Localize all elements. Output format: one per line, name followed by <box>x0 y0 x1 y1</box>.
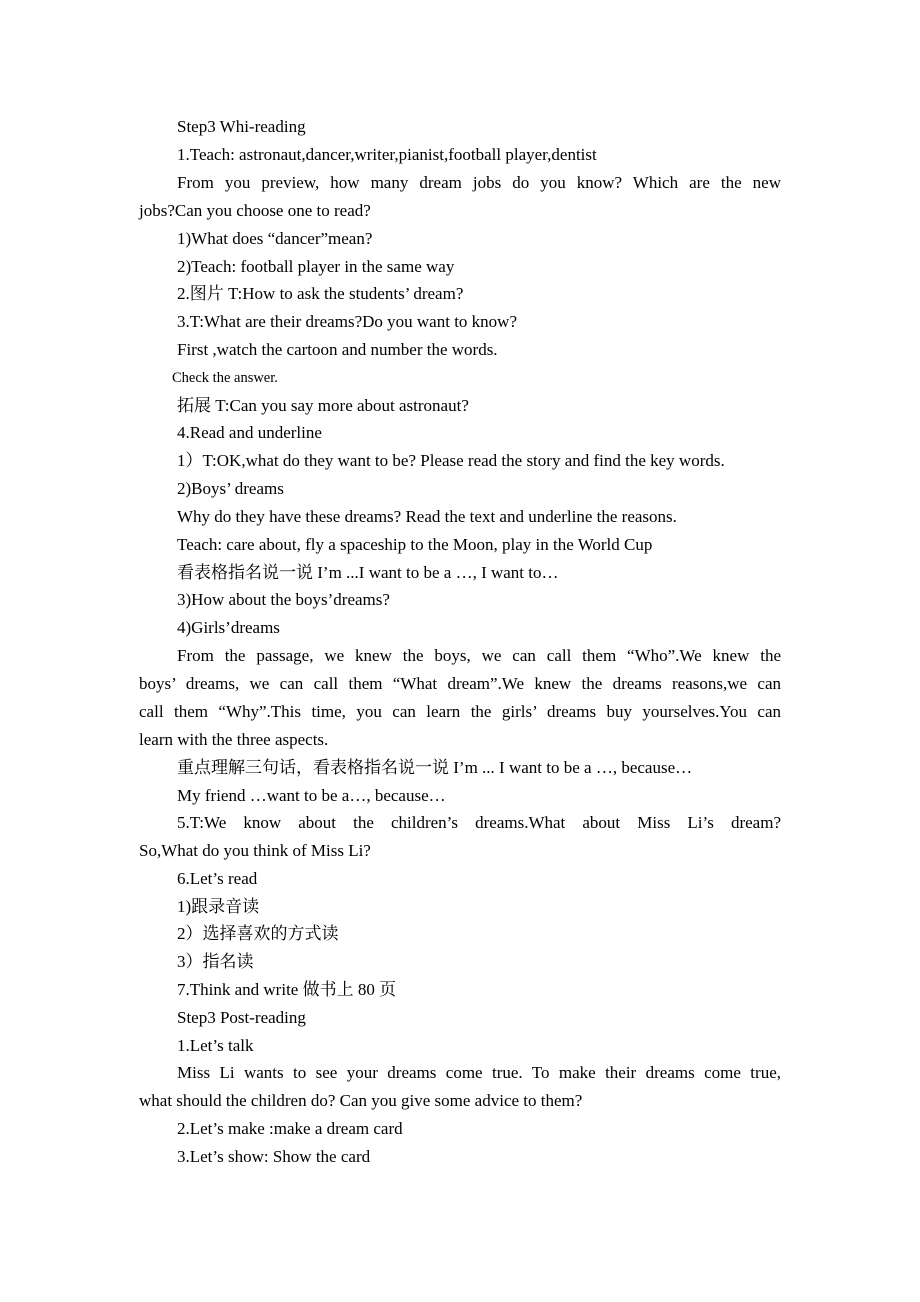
text-line: 5.T:We know about the children’s dreams.What about Miss Li’s dream? <box>177 813 781 832</box>
text-line: 拓展 T:Can you say more about astronaut? <box>177 396 469 415</box>
text-line: 看表格指名说一说 I’m ...I want to be a …, I want to… <box>177 563 559 582</box>
text-line: 7.Think and write 做书上 80 页 <box>177 980 397 999</box>
text-line: 4.Read and underline <box>177 423 322 442</box>
text-line: jobs?Can you choose one to read? <box>139 201 371 220</box>
text-line: Check the answer. <box>172 370 278 386</box>
text-line: 2）选择喜欢的方式读 <box>177 924 339 943</box>
text-line: 3.Let’s show: Show the card <box>177 1147 371 1166</box>
text-line: call them “Why”.This time, you can learn the girls’ dreams buy yourselves.You can <box>139 702 781 721</box>
text-line: Teach: care about, fly a spaceship to the Moon, play in the World Cup <box>177 535 653 554</box>
text-line: 2)Teach: football player in the same way <box>177 257 455 276</box>
text-line: 6.Let’s read <box>177 869 258 888</box>
text-line: boys’ dreams, we can call them “What dream”.We knew the dreams reasons,we can <box>139 674 781 693</box>
text-line: Why do they have these dreams? Read the text and underline the reasons. <box>177 507 677 526</box>
text-line: First ,watch the cartoon and number the words. <box>177 340 498 359</box>
text-line: 3）指名读 <box>177 952 254 971</box>
text-line: learn with the three aspects. <box>139 730 329 749</box>
text-line: 3)How about the boys’dreams? <box>177 590 390 609</box>
text-line: 2)Boys’ dreams <box>177 479 284 498</box>
text-line: From the passage, we knew the boys, we can call them “Who”.We knew the <box>177 646 781 665</box>
text-line: 3.T:What are their dreams?Do you want to know? <box>177 312 517 331</box>
text-line: My friend …want to be a…, because… <box>177 786 446 805</box>
text-line: So,What do you think of Miss Li? <box>139 841 371 860</box>
text-line: 重点理解三句话，看表格指名说一说 I’m ... I want to be a …, because… <box>177 758 693 777</box>
text-line: 1.Let’s talk <box>177 1036 254 1055</box>
text-line: 1）T:OK,what do they want to be? Please read the story and find the key words. <box>177 451 725 470</box>
text-line: From you preview, how many dream jobs do you know? Which are the new <box>177 173 781 192</box>
text-line: what should the children do? Can you give some advice to them? <box>139 1091 583 1110</box>
text-line: Step3 Post-reading <box>177 1008 306 1027</box>
text-line: 2.图片 T:How to ask the students’ dream? <box>177 284 464 303</box>
text-line: 1)跟录音读 <box>177 897 260 916</box>
text-line: 1)What does “dancer”mean? <box>177 229 373 248</box>
text-line: 1.Teach: astronaut,dancer,writer,pianist,football player,dentist <box>177 145 597 164</box>
text-line: Miss Li wants to see your dreams come true. To make their dreams come true, <box>177 1063 781 1082</box>
text-line: 2.Let’s make :make a dream card <box>177 1119 403 1138</box>
text-line: Step3 Whi-reading <box>177 117 306 136</box>
text-line: 4)Girls’dreams <box>177 618 280 637</box>
